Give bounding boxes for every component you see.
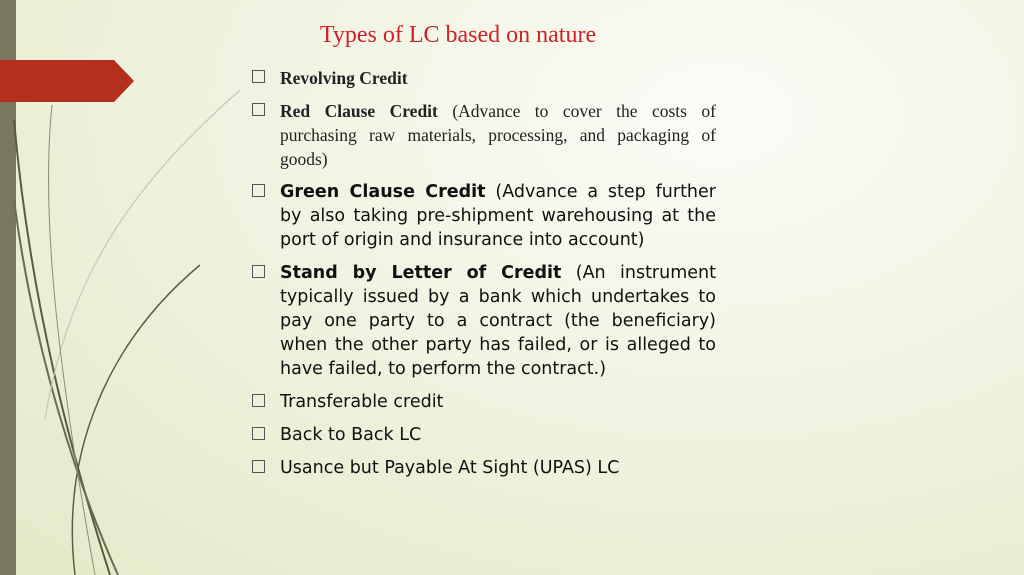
item-description: (Advance a step further by also taking pre-shipment warehousing at the port of origin and insurance into account) [280,182,716,250]
square-bullet-icon [252,394,265,407]
square-bullet-icon [252,265,265,278]
item-term: Red Clause Credit [280,101,438,121]
item-description: (Advance to cover the costs of purchasing raw materials, processing, and packaging of goods) [280,101,716,169]
bullet-list [252,66,716,480]
list-item [252,180,716,252]
red-arrow-tab [0,60,134,102]
item-term: Green Clause Credit [280,182,486,202]
list-item [252,390,716,414]
square-bullet-icon [252,103,265,116]
item-term: Revolving Credit [280,68,408,88]
list-item [252,456,716,480]
square-bullet-icon [252,70,265,83]
list-item [252,99,716,171]
item-description: Back to Back LC [280,425,422,445]
item-description: Usance but Payable At Sight (UPAS) LC [280,458,620,478]
list-item [252,423,716,447]
slide-title: Types of LC based on nature [319,22,597,48]
item-description: (An instrument typically issued by a bank which undertakes to pay one party to a contract (the beneficiary) when the other party has failed, or is alleged to have failed, to perform the contract.) [280,263,716,379]
square-bullet-icon [252,427,265,440]
list-item [252,261,716,381]
square-bullet-icon [252,184,265,197]
item-term: Stand by Letter of Credit [280,263,562,283]
item-description: Transferable credit [280,392,444,412]
square-bullet-icon [252,460,265,473]
list-item [252,66,716,90]
